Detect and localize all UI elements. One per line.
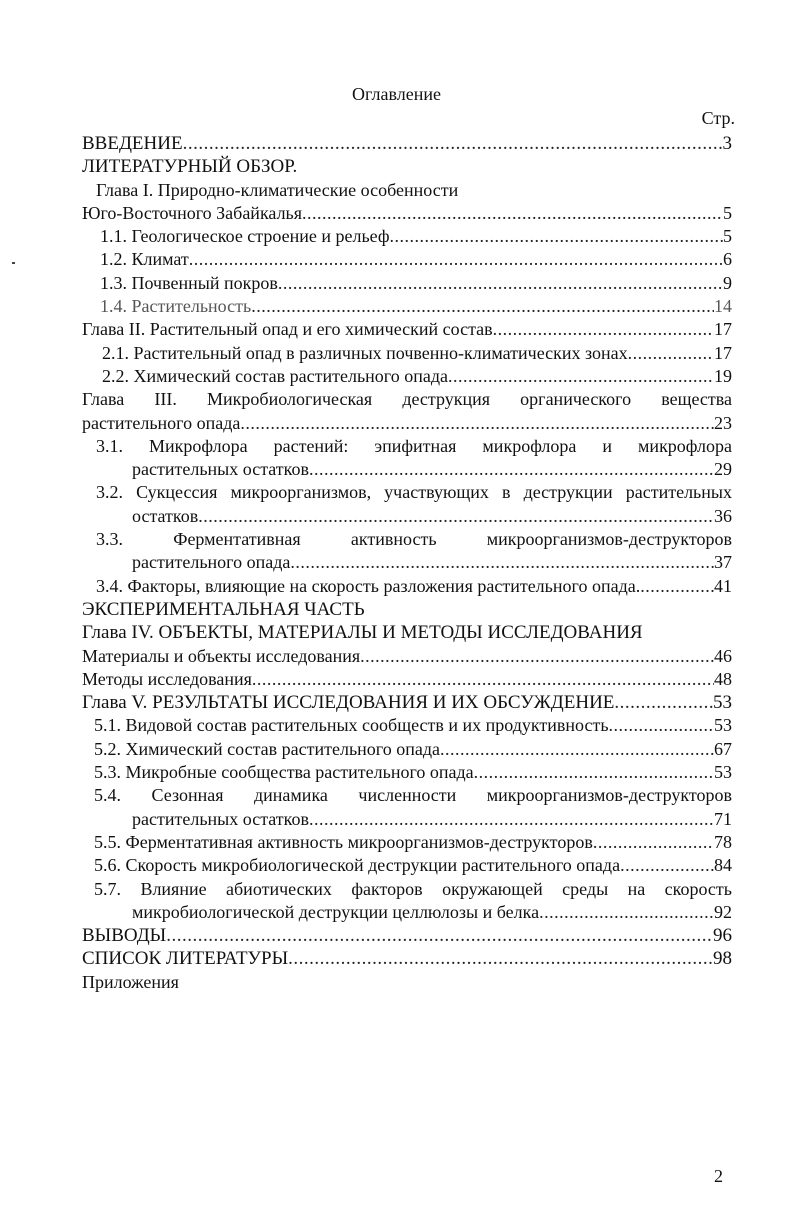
- dot-leader: [278, 272, 723, 295]
- toc-entry-page: 29: [714, 459, 732, 480]
- toc-entry-title: растительного опада: [132, 552, 291, 573]
- toc-entry-page: 17: [714, 342, 732, 363]
- dot-leader: [440, 738, 714, 761]
- toc-entry-page: 5: [723, 202, 732, 223]
- toc-entry-page: 5: [723, 226, 732, 247]
- toc-entry: 3.3. Ферментативная активность микроорганизмов-деструкторов: [96, 529, 732, 550]
- toc-entry-page: 92: [714, 901, 732, 922]
- toc-entry: [82, 691, 732, 714]
- toc-entry-page: 53: [714, 762, 732, 783]
- dot-leader: [609, 714, 714, 737]
- toc-entry-title: растительных остатков: [132, 808, 309, 829]
- toc-entry: 5.4. Сезонная динамика численности микроорганизмов-деструкторов: [94, 785, 732, 806]
- toc-entry: [82, 412, 732, 435]
- toc-entry: 3.1. Микрофлора растений: эпифитная микрофлора и микрофлора: [96, 435, 732, 456]
- toc-entry: [82, 248, 732, 271]
- toc-entry-page: 17: [714, 319, 732, 340]
- toc-entry: [82, 645, 732, 668]
- toc-entry: [82, 947, 732, 970]
- scan-mark: [12, 262, 15, 264]
- dot-leader: [390, 225, 723, 248]
- toc-entry: Приложения: [82, 971, 179, 992]
- dot-leader: [288, 947, 713, 970]
- toc-entry-title: Глава II. Растительный опад и его химический состав: [82, 319, 493, 340]
- dot-leader: [198, 505, 714, 528]
- toc-entry: [82, 924, 732, 947]
- toc-entry: 3.2. Сукцессия микроорганизмов, участвующих в деструкции растительных: [96, 482, 732, 503]
- toc-entry-title: микробиологической деструкции целлюлозы и белка: [132, 901, 540, 922]
- toc-entry-page: 53: [714, 715, 732, 736]
- toc-entry: [82, 808, 732, 831]
- toc-entry-title: Юго-Восточного Забайкалья: [82, 202, 303, 223]
- toc-entry-title: 1.2. Климат: [100, 249, 189, 270]
- toc-entry-title: 5.5. Ферментативная активность микроорганизмов-деструкторов: [94, 831, 593, 852]
- toc-entry: [82, 225, 732, 248]
- dot-leader: [628, 342, 714, 365]
- toc-entry-page: 37: [714, 552, 732, 573]
- dot-leader: [614, 691, 713, 714]
- toc-entry-title: 2.1. Растительный опад в различных почвенно-климатических зонах: [102, 342, 628, 363]
- toc-entry-title: 2.2. Химический состав растительного опада: [102, 365, 449, 386]
- toc-entry: [82, 668, 732, 691]
- toc-entry: ЛИТЕРАТУРНЫЙ ОБЗОР.: [82, 156, 298, 178]
- dot-leader: [448, 365, 714, 388]
- toc-entry-title: 5.2. Химический состав растительного опада: [94, 738, 441, 759]
- dot-leader: [189, 248, 723, 271]
- dot-leader: [252, 668, 714, 691]
- dot-leader: [593, 831, 714, 854]
- toc-entry-title: Методы исследования: [82, 668, 252, 689]
- dot-leader: [183, 132, 723, 155]
- dot-leader: [493, 318, 714, 341]
- toc-entry-page: 96: [713, 925, 732, 947]
- toc-entry-page: 46: [714, 645, 732, 666]
- toc-entry: [82, 272, 732, 295]
- toc-entry-title: 1.1. Геологическое строение и рельеф: [100, 226, 390, 247]
- toc-entry-title: Материалы и объекты исследования: [82, 645, 361, 666]
- toc-entry-page: 98: [713, 948, 732, 970]
- toc-entry-title: 1.4. Растительность: [100, 296, 252, 317]
- toc-entry: [82, 901, 732, 924]
- toc-entry: Глава I. Природно-климатические особенности: [96, 179, 459, 200]
- dot-leader: [240, 412, 714, 435]
- toc-entry: Глава III. Микробиологическая деструкция органического вещества: [82, 389, 732, 410]
- dot-leader: [309, 808, 714, 831]
- toc-entry: [82, 365, 732, 388]
- dot-leader: [539, 901, 714, 924]
- dot-leader: [474, 761, 714, 784]
- toc-entry: [82, 738, 732, 761]
- dot-leader: [166, 924, 713, 947]
- toc-entry-title: остатков: [132, 505, 199, 526]
- toc-entry-page: 48: [714, 668, 732, 689]
- toc-entry: [82, 714, 732, 737]
- toc-entry-title: 3.4. Факторы, влияющие на скорость разложения растительного опада.: [96, 575, 641, 596]
- toc-entry: [82, 132, 732, 155]
- toc-entry-page: 84: [714, 855, 732, 876]
- table-of-contents: [82, 132, 732, 994]
- toc-entry: Глава IV. ОБЪЕКТЫ, МАТЕРИАЛЫ И МЕТОДЫ ИССЛЕДОВАНИЯ: [82, 622, 643, 644]
- toc-entry: [82, 854, 732, 877]
- toc-entry-page: 67: [714, 738, 732, 759]
- toc-entry: [82, 295, 732, 318]
- toc-entry: ЭКСПЕРИМЕНТАЛЬНАЯ ЧАСТЬ: [82, 598, 365, 620]
- toc-entry-title: 5.6. Скорость микробиологической деструкции растительного опада: [94, 855, 621, 876]
- toc-entry-page: 36: [714, 505, 732, 526]
- toc-entry: [82, 575, 732, 598]
- page-number: 2: [714, 1166, 723, 1186]
- dot-leader: [309, 458, 714, 481]
- toc-entry: [82, 551, 732, 574]
- toc-entry-page: 71: [714, 808, 732, 829]
- toc-entry-title: растительного опада: [82, 412, 241, 433]
- toc-entry: [82, 202, 732, 225]
- toc-entry: [82, 761, 732, 784]
- toc-entry: [82, 458, 732, 481]
- toc-entry-title: ВВЕДЕНИЕ: [82, 133, 183, 154]
- toc-entry-title: Глава V. РЕЗУЛЬТАТЫ ИССЛЕДОВАНИЯ И ИХ ОБСУЖДЕНИЕ: [82, 692, 615, 714]
- toc-entry-page: 41: [714, 575, 732, 596]
- toc-entry-title: 1.3. Почвенный покров: [100, 272, 278, 293]
- dot-leader: [360, 645, 714, 668]
- dot-leader: [251, 295, 714, 318]
- toc-entry: [82, 505, 732, 528]
- page-column-label: Стр.: [701, 108, 735, 128]
- toc-entry-title: 5.1. Видовой состав растительных сообществ и их продуктивность: [94, 715, 609, 736]
- toc-entry: [82, 831, 732, 854]
- toc-entry-title: растительных остатков: [132, 459, 309, 480]
- toc-entry: [82, 318, 732, 341]
- toc-entry-title: СПИСОК ЛИТЕРАТУРЫ: [82, 948, 289, 970]
- toc-entry-title: 5.3. Микробные сообщества растительного опада: [94, 762, 474, 783]
- toc-entry-page: 6: [723, 249, 732, 270]
- dot-leader: [302, 202, 723, 225]
- toc-entry: 5.7. Влияние абиотических факторов окружающей среды на скорость: [94, 878, 732, 899]
- toc-entry-page: 14: [714, 296, 732, 317]
- dot-leader: [620, 854, 714, 877]
- toc-entry-page: 53: [713, 692, 732, 714]
- toc-heading: Оглавление: [352, 84, 441, 104]
- toc-entry-page: 23: [714, 412, 732, 433]
- toc-entry-page: 9: [723, 272, 732, 293]
- toc-entry-page: 78: [714, 831, 732, 852]
- toc-entry: [82, 342, 732, 365]
- dot-leader: [290, 551, 714, 574]
- toc-entry-page: 3: [722, 133, 732, 154]
- dot-leader: [640, 575, 714, 598]
- toc-entry-page: 19: [714, 365, 732, 386]
- toc-entry-title: ВЫВОДЫ: [82, 925, 167, 947]
